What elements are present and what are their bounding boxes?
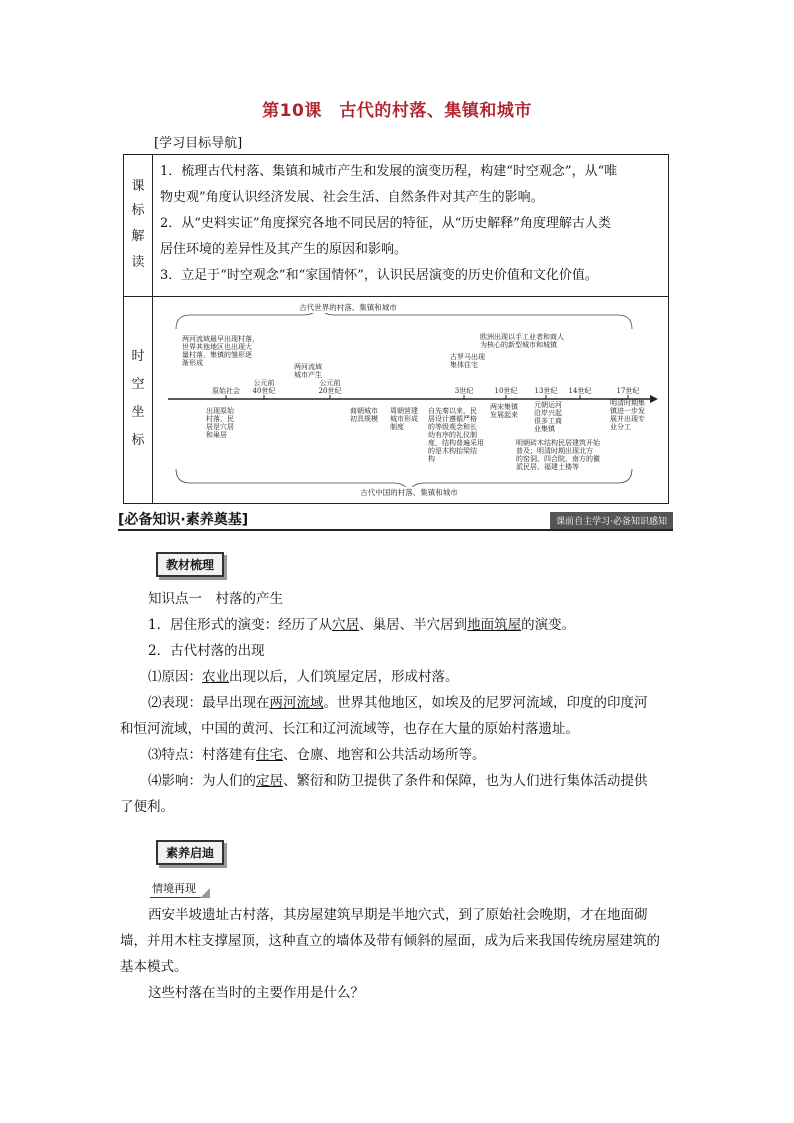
objective-line: 2．从“史料实证”角度探究各地不同民居的特征，从“历史解释”角度理解古人类 xyxy=(160,216,611,231)
scene-para: 基本模式。 xyxy=(120,959,188,975)
bottom-bracket-label: 古代中国的村落、集镇和城市 xyxy=(360,488,458,497)
tick-label: 17世纪 xyxy=(616,387,640,395)
china-events xyxy=(206,398,647,471)
scene-tag: 情境再现 xyxy=(150,880,210,898)
china-event: 周朝营建 城市形成 制度 xyxy=(390,407,418,431)
section-title: [必备知识·素养奠基] xyxy=(118,512,249,528)
label-char: 时 xyxy=(131,349,145,364)
china-event: 明朝砖木结构民居建筑开始 普及；明清时期出现北方 的窑洞、四合院，南方的徽 派民居、福建土楼等 xyxy=(516,439,600,471)
jiaocai-content xyxy=(120,586,676,820)
timeline-diagram xyxy=(154,299,666,502)
world-event: 两河流域 城市产生 xyxy=(294,363,322,379)
world-event: 古罗马出现 集体住宅 xyxy=(450,353,485,369)
label-char: 标 xyxy=(131,203,145,218)
objective-line: 1．梳理古代村落、集镇和城市产生和发展的演变历程，构建“时空观念”，从“唯 xyxy=(160,164,618,179)
show: ⑵表现：最早出现在两河流域。世界其他地区，如埃及的尼罗河流域，印度的印度河 xyxy=(148,695,648,711)
china-event: 明清时期集 镇进一步发 展并出现专 业分工 xyxy=(610,399,645,431)
objectives-text xyxy=(160,159,664,289)
scene-para: 墙，并用木柱支撑屋顶，这种直立的墙体及带有倾斜的屋面，成为后来我国传统房屋建筑的 xyxy=(120,933,660,949)
label-char: 读 xyxy=(131,255,145,270)
tick-label: 3世纪 xyxy=(454,387,474,395)
axis-ticks xyxy=(212,378,639,399)
china-event: 自先秦以来，民 居设计遵循严格 的等级观念和长 幼有序的礼仪制 度，结构普遍采用 的是木构抬梁结 构 xyxy=(428,407,484,463)
knowledge-point-title: 知识点一 村落的产生 xyxy=(148,591,283,607)
suyang-tag: 素养启迪 xyxy=(156,840,224,865)
label-char: 空 xyxy=(131,377,145,392)
world-event: 欧洲出现以手工业者和商人 为核心的新型城市和城镇 xyxy=(480,333,564,349)
tick-label: 13世纪 xyxy=(534,387,558,395)
china-event: 元朝运河 沿岸兴起 很多工商 业集镇 xyxy=(534,401,562,433)
world-events xyxy=(182,332,566,379)
tick-label: 14世纪 xyxy=(568,387,592,395)
scene-para: 西安半坡遗址古村落，其房屋建筑早期是半地穴式，到了原始社会晚期，才在地面砌 xyxy=(148,907,648,923)
label-char: 课 xyxy=(131,179,145,194)
section-tag: 课前自主学习·必备知识感知 xyxy=(550,512,673,529)
objective-line: 3．立足于“时空观念”和“家国情怀”，认识民居演变的历史价值和文化价值。 xyxy=(160,268,598,283)
show-cont: 和恒河流域，中国的黄河、长江和辽河流域等，也存在大量的原始村落遗址。 xyxy=(120,721,579,737)
impact: ⑷影响：为人们的定居、繁衍和防卫提供了条件和保障，也为人们进行集体活动提供 xyxy=(148,773,648,789)
label-char: 坐 xyxy=(131,405,145,420)
item-1: 1．居住形式的演变：经历了从穴居、巢居、半穴居到地面筑屋的演变。 xyxy=(148,617,576,633)
reason: ⑴原因：农业出现以后，人们筑屋定居，形成村落。 xyxy=(148,669,459,685)
section-header xyxy=(118,509,673,531)
feature: ⑶特点：村落建有住宅、仓廪、地窖和公共活动场所等。 xyxy=(148,747,486,763)
objective-line: 居住环境的差异性及其产生的原因和影响。 xyxy=(160,242,408,257)
china-event: 出现原始 村落，民 居是穴居 和巢居 xyxy=(206,407,234,439)
objective-line: 物史观”角度认识经济发展、社会生活、自然条件对其产生的影响。 xyxy=(160,190,544,205)
china-event: 商朝城市 初具规模 xyxy=(350,407,378,423)
suyang-content xyxy=(120,902,676,1006)
tick-label: 公元前 40世纪 xyxy=(252,379,276,395)
world-event: 两河流域最早出现村落， 世界其他地区也出现大 量村落，集镇的雏形逐 渐形成 xyxy=(182,335,259,367)
label-char: 标 xyxy=(131,433,145,448)
top-bracket-label: 古代世界的村落、集镇和城市 xyxy=(299,303,397,312)
tick-label: 原始社会 xyxy=(212,387,240,395)
objectives-table xyxy=(123,154,669,504)
nav-label: [学习目标导航] xyxy=(154,136,243,151)
impact-cont: 了便利。 xyxy=(120,799,174,815)
jiaocai-tag: 教材梳理 xyxy=(156,552,224,577)
tick-label: 公元前 20世纪 xyxy=(318,379,342,395)
label-char: 解 xyxy=(131,229,145,244)
china-event: 两宋集镇 发展起来 xyxy=(490,403,518,419)
tick-label: 10世纪 xyxy=(494,387,518,395)
question: 这些村落在当时的主要作用是什么？ xyxy=(148,985,364,1001)
page-title: 第10课 古代的村落、集镇和城市 xyxy=(262,101,532,121)
item-2: 2．古代村落的出现 xyxy=(148,643,265,659)
